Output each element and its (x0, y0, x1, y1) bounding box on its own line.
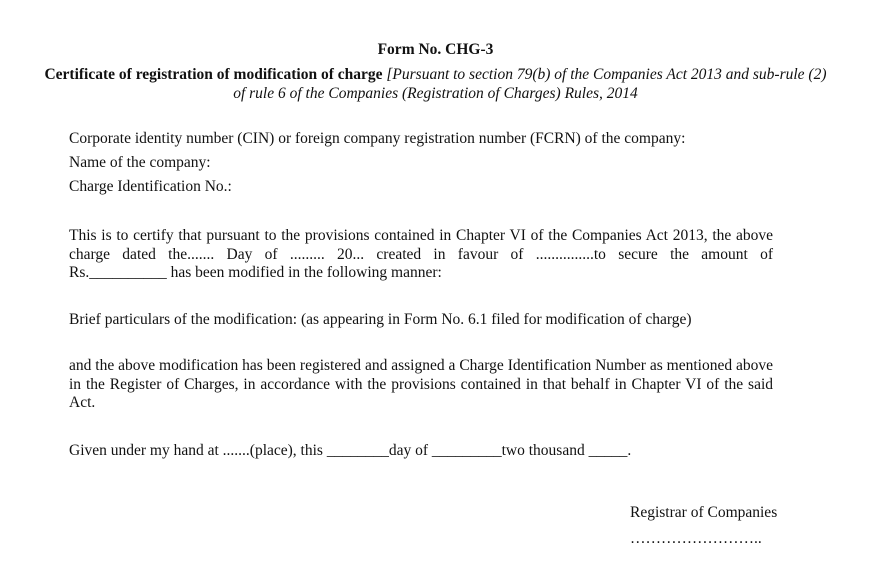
certify-paragraph (69, 227, 773, 283)
charge-id-label: Charge Identification No.: (69, 178, 232, 195)
registered-line-2: in the Register of Charges, in accordance with the provisions contained in that behalf in Chapter VI of the said (69, 375, 773, 393)
registered-paragraph (69, 357, 773, 413)
registered-line-1: and the above modification has been registered and assigned a Charge Identification Number as mentioned above (69, 357, 773, 374)
company-name-label: Name of the company: (69, 154, 211, 171)
certify-line-3: Rs.__________ has been modified in the following manner: (69, 264, 442, 281)
heading-bold-title: Certificate of registration of modification of charge (44, 66, 383, 83)
certify-line-1: This is to certify that pursuant to the provisions contained in Chapter VI of the Companies Act 2013, the above (69, 227, 773, 244)
registrar-title: Registrar of Companies (630, 504, 778, 521)
certificate-heading (40, 65, 831, 103)
certify-line-2: charge dated the....... Day of ......... 20... created in favour of ...............to secure the amount of (69, 245, 773, 263)
signature-dots: …………………….. (630, 530, 762, 547)
given-under-hand-text: Given under my hand at .......(place), this ________day of _________two thousand _____. (69, 442, 632, 459)
registered-line-3: Act. (69, 394, 96, 411)
form-number-title: Form No. CHG-3 (377, 41, 494, 58)
heading-italic-reference: [Pursuant to section 79(b) of the Companies Act 2013 and sub-rule (2) of rule 6 of the Companies (Registration of Charges) Rules, 2014 (233, 66, 827, 102)
cin-field-label: Corporate identity number (CIN) or foreign company registration number (FCRN) of the company: (69, 130, 686, 147)
brief-particulars-text: Brief particulars of the modification: (as appearing in Form No. 6.1 filed for modification of charge) (69, 311, 692, 328)
